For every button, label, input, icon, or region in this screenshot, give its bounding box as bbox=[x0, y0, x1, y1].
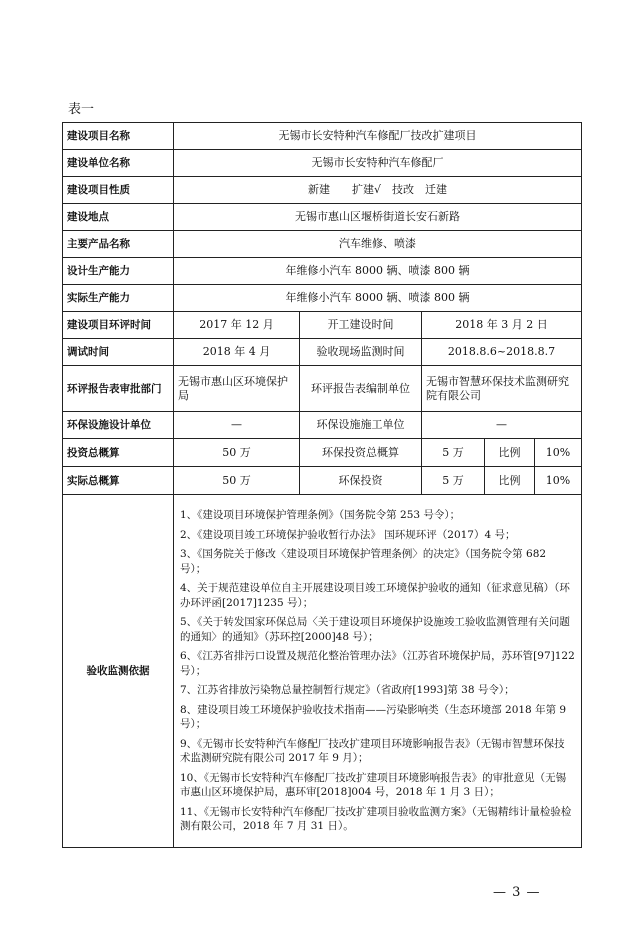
table-caption: 表一 bbox=[68, 102, 95, 117]
row-basis bbox=[63, 495, 582, 848]
row-actual-budget bbox=[63, 467, 582, 495]
row-design-unit bbox=[63, 412, 582, 439]
basis-cell bbox=[174, 495, 582, 848]
project-info-table bbox=[62, 122, 582, 848]
row-investment-budget bbox=[63, 439, 582, 467]
label-basis: 验收监测依据 bbox=[63, 495, 174, 848]
basis-item: 10、《无锡市长安特种汽车修配厂技改扩建项目环境影响报告表》的审批意见（无锡市惠山区环境保护局，惠环审[2018]004 号，2018 年 1 月 3 日）； bbox=[180, 771, 567, 799]
value-env-investment: 5 万 bbox=[422, 467, 485, 495]
label-actual-budget: 实际总概算 bbox=[63, 467, 174, 495]
label-eia-time: 建设项目环评时间 bbox=[63, 312, 174, 339]
value-eia-time: 2017 年 12 月 bbox=[174, 312, 300, 339]
value-construction-unit: — bbox=[422, 412, 582, 439]
basis-item: 5、《关于转发国家环保总局〈关于建设项目环境保护设施竣工验收监测管理有关问题的通知〉的通知》（苏环控[2000]48 号）； bbox=[180, 616, 570, 643]
label-actual-capacity: 实际生产能力 bbox=[63, 285, 174, 312]
label-nature: 建设项目性质 bbox=[63, 177, 174, 204]
basis-item: 8、建设项目竣工环境保护验收技术指南——污染影响类（生态环境部 2018 年第 9 号）； bbox=[180, 703, 567, 731]
basis-item: 6、《江苏省排污口设置及规范化整治管理办法》（江苏省环境保护局，苏环管[97]122 号）； bbox=[180, 650, 575, 677]
label-debug-time: 调试时间 bbox=[63, 339, 174, 366]
label-actual-ratio: 比例 bbox=[485, 467, 535, 495]
label-ratio: 比例 bbox=[485, 439, 535, 467]
basis-item: 3、《国务院关于修改〈建设项目环境保护管理条例〉的决定》（国务院令第 682 号）； bbox=[180, 548, 547, 575]
value-start-time: 2018 年 3 月 2 日 bbox=[422, 312, 582, 339]
row-actual-capacity bbox=[63, 285, 582, 312]
value-debug-time: 2018 年 4 月 bbox=[174, 339, 300, 366]
label-start-time: 开工建设时间 bbox=[300, 312, 422, 339]
row-unit-name bbox=[63, 150, 582, 177]
basis-item: 2、《建设项目竣工环境保护验收暂行办法》 国环规环评（2017）4 号； bbox=[180, 528, 516, 541]
value-unit-name: 无锡市长安特种汽车修配厂 bbox=[174, 150, 582, 177]
value-design-capacity: 年维修小汽车 8000 辆、喷漆 800 辆 bbox=[174, 258, 582, 285]
basis-item: 11、《无锡市长安特种汽车修配厂技改扩建项目验收监测方案》（无锡精纬计量检验检测有限公司，2018 年 7 月 31 日）。 bbox=[180, 805, 572, 833]
row-design-capacity bbox=[63, 258, 582, 285]
basis-list bbox=[178, 504, 577, 838]
value-actual-capacity: 年维修小汽车 8000 辆、喷漆 800 辆 bbox=[174, 285, 582, 312]
label-monitor-time: 验收现场监测时间 bbox=[300, 339, 422, 366]
value-approval: 无锡市惠山区环境保护局 bbox=[174, 366, 300, 412]
row-project-name bbox=[63, 123, 582, 150]
row-debug-time bbox=[63, 339, 582, 366]
row-product bbox=[63, 231, 582, 258]
value-location: 无锡市惠山区堰桥街道长安石新路 bbox=[174, 204, 582, 231]
basis-item: 9、《无锡市长安特种汽车修配厂技改扩建项目环境影响报告表》（无锡市智慧环保技术监测研究院有限公司 2017 年 9 月）； bbox=[180, 737, 565, 765]
value-project-name: 无锡市长安特种汽车修配厂技改扩建项目 bbox=[174, 123, 582, 150]
basis-item: 1、《建设项目环境保护管理条例》（国务院令第 253 号令）； bbox=[180, 509, 461, 522]
value-monitor-time: 2018.8.6~2018.8.7 bbox=[422, 339, 582, 366]
label-approval: 环评报告表审批部门 bbox=[63, 366, 174, 412]
value-env-investment-budget: 5 万 bbox=[422, 439, 485, 467]
value-actual-budget: 50 万 bbox=[174, 467, 300, 495]
value-compiler: 无锡市智慧环保技术监测研究院有限公司 bbox=[422, 366, 582, 412]
label-design-unit: 环保设施设计单位 bbox=[63, 412, 174, 439]
basis-item: 7、江苏省排放污染物总量控制暂行规定》（省政府[1993]第 38 号令）； bbox=[180, 684, 515, 697]
row-nature bbox=[63, 177, 582, 204]
label-env-investment-budget: 环保投资总概算 bbox=[300, 439, 422, 467]
value-product: 汽车维修、喷漆 bbox=[174, 231, 582, 258]
label-compiler: 环评报告表编制单位 bbox=[300, 366, 422, 412]
label-location: 建设地点 bbox=[63, 204, 174, 231]
value-nature: 新建 扩建√ 技改 迁建 bbox=[174, 177, 582, 204]
value-actual-ratio: 10% bbox=[535, 467, 582, 495]
label-construction-unit: 环保设施施工单位 bbox=[300, 412, 422, 439]
label-investment-budget: 投资总概算 bbox=[63, 439, 174, 467]
label-design-capacity: 设计生产能力 bbox=[63, 258, 174, 285]
label-project-name: 建设项目名称 bbox=[63, 123, 174, 150]
value-investment-budget: 50 万 bbox=[174, 439, 300, 467]
basis-item: 4、关于规范建设单位自主开展建设项目竣工环境保护验收的通知（征求意见稿）（环办环评函[2017]1235 号）； bbox=[180, 582, 570, 609]
value-ratio: 10% bbox=[535, 439, 582, 467]
page-number: — 3 — bbox=[493, 885, 541, 900]
row-location bbox=[63, 204, 582, 231]
label-product: 主要产品名称 bbox=[63, 231, 174, 258]
row-eia-time bbox=[63, 312, 582, 339]
value-design-unit: — bbox=[174, 412, 300, 439]
label-unit-name: 建设单位名称 bbox=[63, 150, 174, 177]
row-approval bbox=[63, 366, 582, 412]
label-env-investment: 环保投资 bbox=[300, 467, 422, 495]
